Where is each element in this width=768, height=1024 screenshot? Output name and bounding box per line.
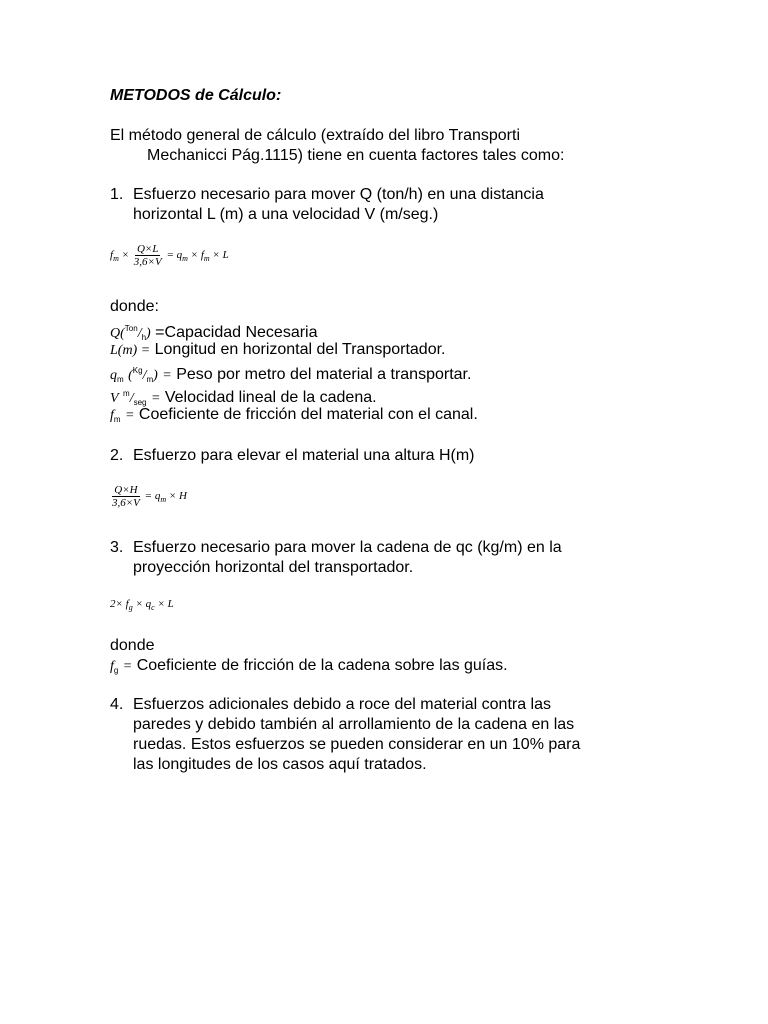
def-velocity-unit-num: m bbox=[123, 389, 130, 398]
def-friction-chain-sub: g bbox=[113, 666, 119, 675]
def-friction-material-symbol: f bbox=[110, 408, 114, 423]
def-capacity-symbol: Q bbox=[110, 326, 121, 341]
def-capacity: $Q(^{Ton}/_h)$ =Capacidad Necesaria bbox=[110, 324, 318, 342]
def-friction-chain-text: Coeficiente de fricción de la cadena sobre las guías. bbox=[136, 657, 508, 674]
formula-3 bbox=[110, 598, 174, 612]
formula-3-b: × q bbox=[135, 598, 152, 610]
def-velocity: V $^m/_{seg}$ = Velocidad lineal de la cadena. bbox=[110, 389, 377, 407]
formula-1-rhs-sub-2: m bbox=[203, 254, 210, 264]
def-friction-chain-eq: = bbox=[122, 659, 133, 674]
def-friction-material-text: Coeficiente de fricción del material con el canal. bbox=[138, 406, 478, 423]
def-length-text: Longitud en horizontal del Transportador. bbox=[154, 341, 446, 358]
formula-3-a: 2× f bbox=[110, 598, 129, 610]
formula-2-rhs-end: × H bbox=[168, 490, 187, 503]
formula-2-rhs: = q bbox=[144, 490, 161, 503]
item-4-line-2: paredes y debido también al arrollamiento de la cadena en las bbox=[133, 716, 575, 733]
def-weight-unit-den: m bbox=[146, 375, 154, 384]
formula-1 bbox=[110, 243, 229, 268]
section-heading: METODOS de Cálculo: bbox=[110, 87, 282, 104]
def-weight-eq: = bbox=[162, 368, 172, 383]
item-4-line-3: ruedas. Estos esfuerzos se pueden considerar en un 10% para bbox=[133, 736, 581, 753]
formula-1-fraction bbox=[132, 243, 164, 268]
intro-line-1: El método general de cálculo (extraído del libro Transporti bbox=[110, 127, 520, 144]
formula-1-numerator: Q×L bbox=[136, 243, 159, 255]
def-velocity-eq: = bbox=[150, 391, 161, 406]
formula-1-lhs-sub: m bbox=[113, 254, 119, 264]
formula-3-c: × L bbox=[157, 598, 174, 610]
donde-label-1: donde: bbox=[110, 298, 159, 315]
formula-1-rhs-end: × L bbox=[212, 249, 229, 262]
formula-1-times: × bbox=[121, 249, 130, 262]
item-4-line-1: Esfuerzos adicionales debido a roce del material contra las bbox=[133, 696, 552, 713]
formula-3-b-sub: c bbox=[151, 603, 155, 612]
def-weight-unit-num: Kg bbox=[132, 366, 143, 375]
def-capacity-text: =Capacidad Necesaria bbox=[155, 324, 318, 341]
item-2-line-1: Esfuerzo para elevar el material una altura H(m) bbox=[133, 447, 475, 464]
formula-1-rhs-sub-1: m bbox=[182, 254, 188, 264]
formula-2-numerator: Q×H bbox=[114, 484, 138, 496]
formula-1-rhs: = q bbox=[166, 249, 183, 262]
def-capacity-unit-den: h bbox=[141, 333, 147, 342]
intro-line-2: Mechanicci Pág.1115) tiene en cuenta factores tales como: bbox=[147, 147, 565, 164]
def-friction-chain-symbol: f bbox=[110, 659, 114, 674]
def-weight: $q_m$ $(^{Kg}/_m)$ = Peso por metro del material a transportar. bbox=[110, 366, 472, 384]
formula-3-a-sub: g bbox=[128, 603, 133, 612]
item-1-line-2: horizontal L (m) a una velocidad V (m/seg.) bbox=[133, 206, 439, 223]
formula-2-rhs-sub: m bbox=[160, 495, 167, 505]
item-1-line-1: Esfuerzo necesario para mover Q (ton/h) en una distancia bbox=[133, 186, 544, 203]
def-friction-material-sub: m bbox=[113, 415, 121, 424]
def-length-symbol: L(m) = bbox=[110, 343, 151, 358]
def-weight-text: Peso por metro del material a transportar. bbox=[176, 366, 472, 383]
def-friction-material-eq: = bbox=[125, 408, 135, 423]
formula-1-lhs: f bbox=[110, 249, 114, 262]
def-velocity-unit-den: seg bbox=[133, 398, 147, 407]
formula-2-fraction bbox=[110, 484, 142, 509]
item-2-number: 2. bbox=[110, 447, 124, 464]
formula-2-denominator: 3,6×V bbox=[112, 497, 140, 509]
donde-label-2: donde bbox=[110, 637, 155, 654]
formula-2 bbox=[110, 484, 187, 509]
def-weight-sub: m bbox=[117, 375, 124, 384]
formula-1-denominator: 3,6×V bbox=[133, 256, 162, 268]
def-capacity-unit-num: Ton bbox=[124, 324, 138, 333]
formula-1-rhs-mid: × f bbox=[190, 249, 204, 262]
def-velocity-text: Velocidad lineal de la cadena. bbox=[164, 389, 377, 406]
item-4-line-4: las longitudes de los casos aquí tratados. bbox=[133, 756, 427, 773]
def-friction-material bbox=[110, 405, 478, 430]
item-3-line-1: Esfuerzo necesario para mover la cadena de qc (kg/m) en la bbox=[133, 539, 562, 556]
def-weight-symbol: q bbox=[110, 368, 117, 383]
item-3-number: 3. bbox=[110, 539, 124, 556]
item-1-number: 1. bbox=[110, 186, 124, 203]
def-velocity-symbol: V bbox=[110, 391, 119, 406]
item-4-number: 4. bbox=[110, 696, 124, 713]
def-friction-chain bbox=[110, 656, 508, 681]
def-length bbox=[110, 340, 446, 361]
item-3-line-2: proyección horizontal del transportador. bbox=[133, 559, 414, 576]
